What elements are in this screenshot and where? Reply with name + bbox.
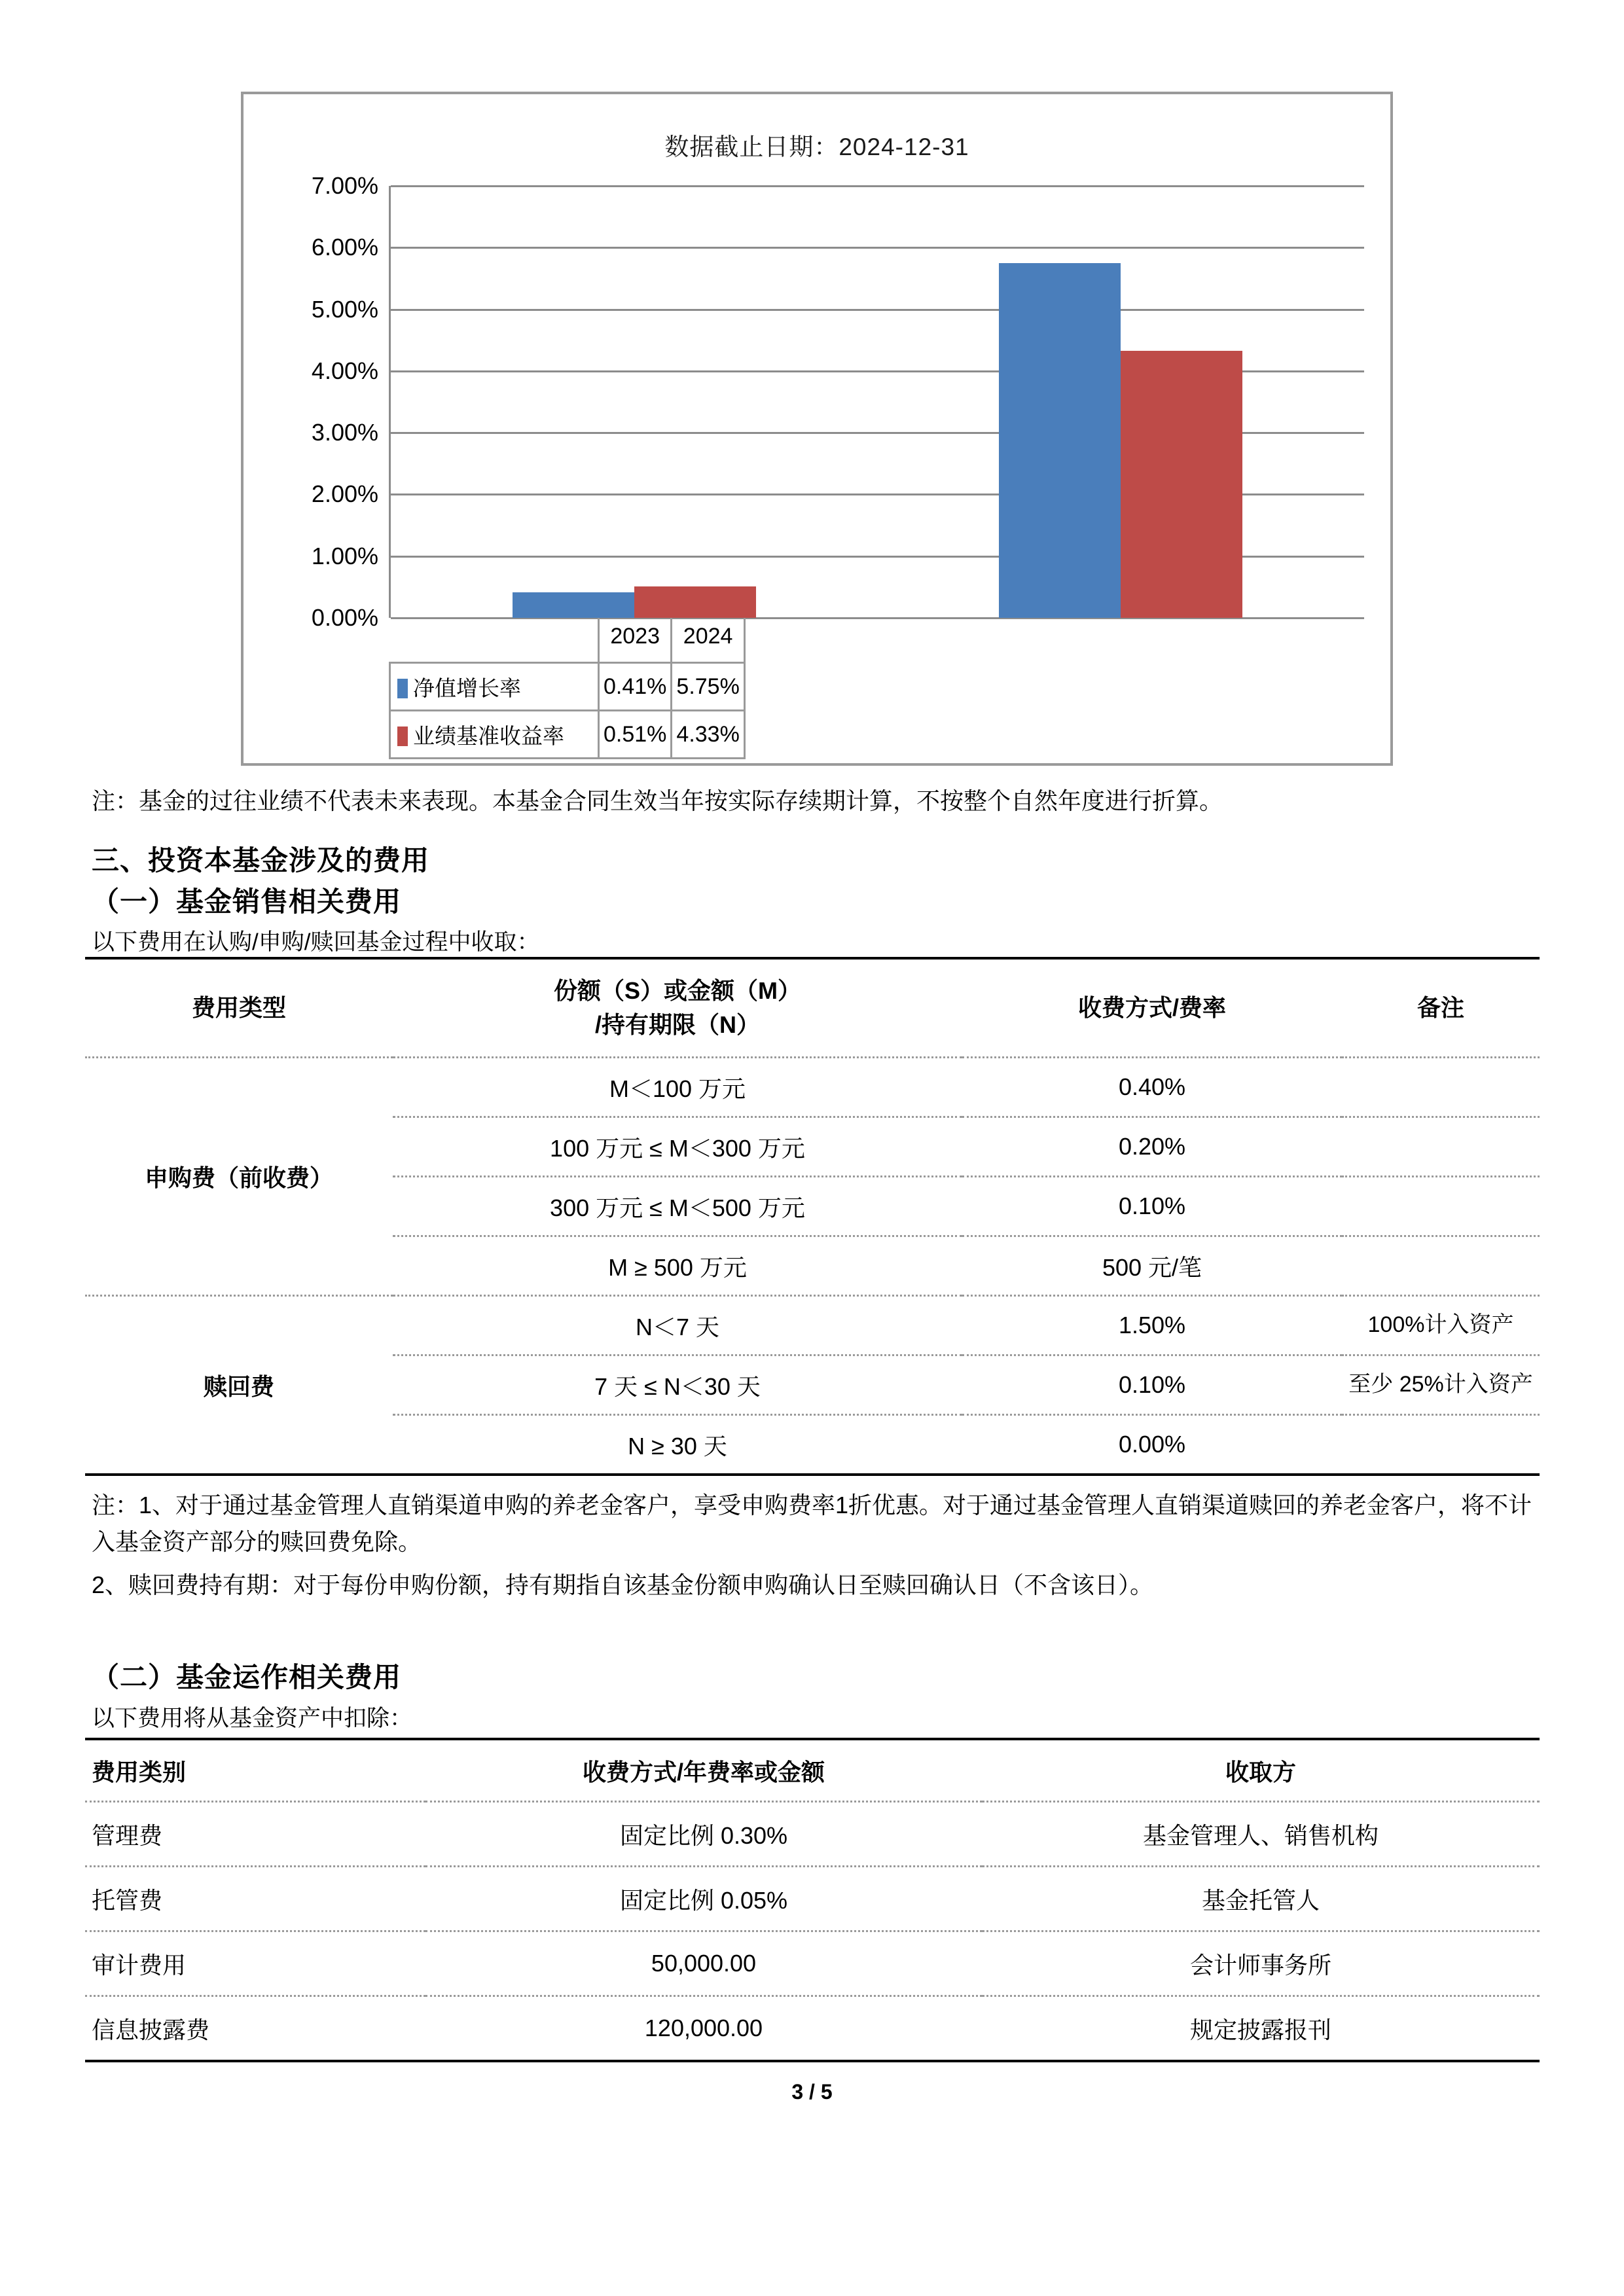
chart-legend-entry (390, 663, 599, 711)
chart-series-name: 业绩基准收益率 (413, 723, 564, 748)
fee-rate-cell: 1.50% (962, 1296, 1342, 1355)
chart-title: 数据截止日期：2024-12-31 (664, 134, 969, 160)
y-axis-tick-label: 3.00% (311, 419, 378, 446)
table-row (85, 1058, 1540, 1117)
chart-bar (999, 263, 1121, 618)
operation-fee-payee-cell: 规定披露报刊 (982, 1996, 1540, 2062)
chart-note: 注：基金的过往业绩不代表未来表现。本基金合同生效当年按实际存续期计算，不按整个自然年度进行折算。 (92, 787, 1223, 814)
fee-remark-cell (1342, 1415, 1540, 1475)
chart-table-row (390, 663, 745, 711)
fee-range-cell: M＜100 万元 (393, 1058, 962, 1117)
fee-range-cell: 100 万元 ≤ M＜300 万元 (393, 1117, 962, 1177)
subsection-heading-1: （一）基金销售相关费用 (92, 886, 402, 917)
chart-table-value: 0.41% (599, 663, 672, 711)
sales-fee-lead: 以下费用在认购/申购/赎回基金过程中收取： (92, 929, 540, 955)
chart-gridline (391, 185, 1364, 187)
header-amount-line1: 份额（S）或金额（M） (553, 977, 801, 1004)
header-charge-rate: 收费方式/费率 (962, 958, 1342, 1058)
legend-swatch-icon (397, 726, 408, 746)
fee-rate-cell: 0.10% (962, 1355, 1342, 1415)
performance-chart (241, 92, 1393, 766)
chart-table-category-header: 2024 (672, 610, 744, 663)
operation-fee-type-cell: 信息披露费 (85, 1996, 425, 2062)
fee-range-cell: 7 天 ≤ N＜30 天 (393, 1355, 962, 1415)
chart-bar (1121, 351, 1242, 618)
operation-fee-method-cell: 固定比例 0.05% (425, 1867, 982, 1931)
y-axis-labels (244, 172, 389, 631)
y-axis-tick-label: 2.00% (311, 480, 378, 508)
table-row (85, 1867, 1540, 1931)
subsection-heading-2: （二）基金运作相关费用 (92, 1662, 402, 1693)
header-amount-line2: /持有期限（N） (594, 1011, 760, 1039)
header-remark: 备注 (1342, 958, 1540, 1058)
fee-rate-cell: 0.20% (962, 1117, 1342, 1177)
bar-group (391, 186, 878, 618)
header-charge-method: 收费方式/年费率或金额 (425, 1739, 982, 1802)
chart-gridline (391, 247, 1364, 249)
legend-swatch-icon (397, 679, 408, 698)
chart-plot-wrapper (244, 172, 1390, 631)
operation-fee-method-cell: 120,000.00 (425, 1996, 982, 2062)
chart-gridline (391, 309, 1364, 311)
fee-remark-cell: 至少 25%计入资产 (1342, 1355, 1540, 1415)
operation-fee-lead: 以下费用将从基金资产中扣除： (92, 1706, 413, 1731)
header-amount-or-term (393, 958, 962, 1058)
table-row (85, 1802, 1540, 1867)
chart-table-value: 5.75% (672, 663, 744, 711)
sales-fee-note-1: 注：1、对于通过基金管理人直销渠道申购的养老金客户，享受申购费率1折优惠。对于通过基金管理人直销渠道赎回的养老金客户，将不计入基金资产部分的赎回费免除。 (92, 1492, 1532, 1555)
chart-legend-entry (390, 711, 599, 759)
header-fee-type: 费用类型 (85, 958, 393, 1058)
y-axis-tick-label: 7.00% (311, 172, 378, 199)
y-axis-tick-label: 6.00% (311, 234, 378, 261)
bar-group (878, 186, 1365, 618)
header-payee: 收取方 (982, 1739, 1540, 1802)
sales-fee-table (85, 957, 1540, 1476)
fee-rate-cell: 0.40% (962, 1058, 1342, 1117)
table-row (85, 1296, 1540, 1355)
y-axis-tick-label: 1.00% (311, 542, 378, 569)
table-row (85, 1931, 1540, 1996)
operation-fee-method-cell: 固定比例 0.30% (425, 1802, 982, 1867)
operation-fee-type-cell: 管理费 (85, 1802, 425, 1867)
fee-range-cell: M ≥ 500 万元 (393, 1236, 962, 1296)
header-fee-category: 费用类别 (85, 1739, 425, 1802)
fee-range-cell: 300 万元 ≤ M＜500 万元 (393, 1177, 962, 1236)
page-number: 3 / 5 (791, 2080, 833, 2104)
chart-series-name: 净值增长率 (413, 675, 521, 700)
chart-bar (513, 592, 634, 618)
operation-fee-payee-cell: 基金管理人、销售机构 (982, 1802, 1540, 1867)
fee-remark-cell (1342, 1177, 1540, 1236)
fee-rate-cell: 500 元/笔 (962, 1236, 1342, 1296)
fee-range-cell: N＜7 天 (393, 1296, 962, 1355)
operation-fee-method-cell: 50,000.00 (425, 1931, 982, 1996)
fee-remark-cell: 100%计入资产 (1342, 1296, 1540, 1355)
operation-fee-type-cell: 托管费 (85, 1867, 425, 1931)
fee-remark-cell (1342, 1058, 1540, 1117)
chart-table-value: 0.51% (599, 711, 672, 759)
operation-fee-payee-cell: 会计师事务所 (982, 1931, 1540, 1996)
y-axis-tick-label: 0.00% (311, 604, 378, 631)
fee-remark-cell (1342, 1117, 1540, 1177)
table-header-row (85, 958, 1540, 1058)
fee-remark-cell (1342, 1236, 1540, 1296)
operation-fee-table (85, 1738, 1540, 2062)
section-heading-3: 三、投资本基金涉及的费用 (92, 845, 430, 876)
fee-rate-cell: 0.10% (962, 1177, 1342, 1236)
operation-fee-type-cell: 审计费用 (85, 1931, 425, 1996)
fee-range-cell: N ≥ 30 天 (393, 1415, 962, 1475)
chart-data-table (389, 609, 746, 759)
table-header-row (85, 1739, 1540, 1802)
operation-fee-payee-cell: 基金托管人 (982, 1867, 1540, 1931)
bars-layer (391, 186, 1364, 618)
fee-category-cell: 赎回费 (85, 1296, 393, 1475)
table-row (85, 1996, 1540, 2062)
fee-rate-cell: 0.00% (962, 1415, 1342, 1475)
y-axis-tick-label: 4.00% (311, 357, 378, 384)
chart-bar (634, 586, 756, 618)
chart-table-row (390, 711, 745, 759)
chart-table-category-header: 2023 (599, 610, 672, 663)
chart-table-value: 4.33% (672, 711, 744, 759)
sales-fee-note-2: 2、赎回费持有期：对于每份申购份额，持有期指自该基金份额申购确认日至赎回确认日（不含该日）。 (92, 1571, 1154, 1598)
chart-plot-area (389, 186, 1364, 618)
fee-category-cell: 申购费（前收费） (85, 1058, 393, 1296)
y-axis-tick-label: 5.00% (311, 295, 378, 323)
